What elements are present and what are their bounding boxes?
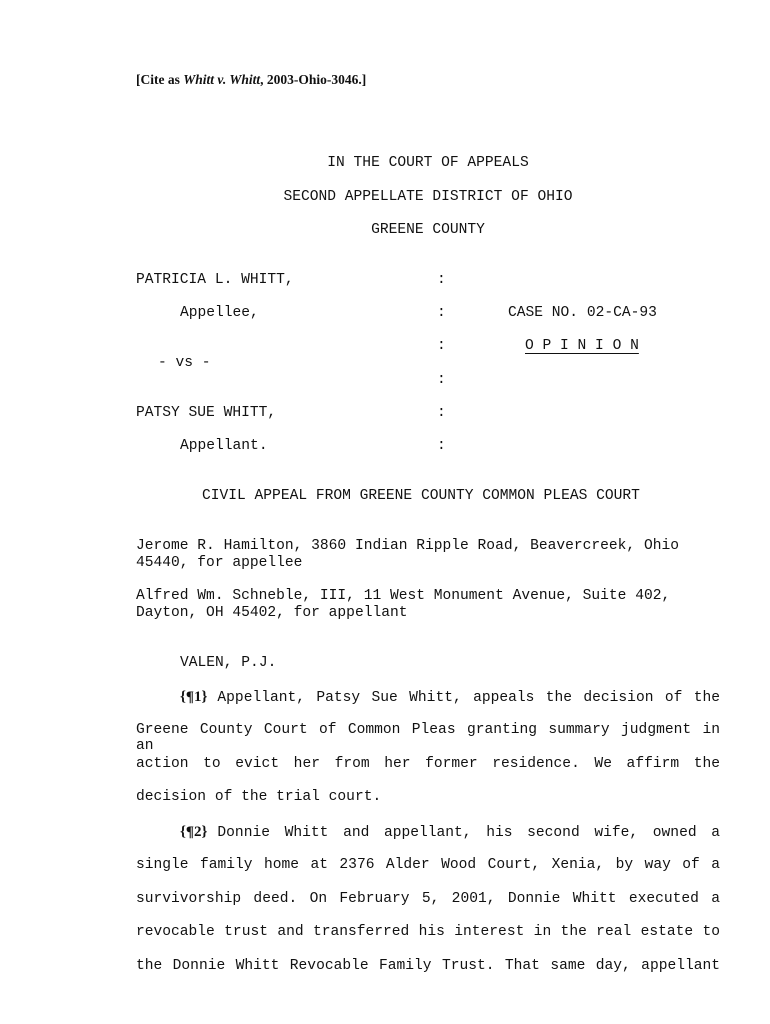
caption-colon: : — [437, 305, 446, 321]
paragraph-line: the Donnie Whitt Revocable Family Trust. That same day, appellant — [136, 958, 720, 974]
court-title: IN THE COURT OF APPEALS — [327, 155, 529, 171]
defendant-role: Appellant. — [180, 438, 268, 454]
appellant-counsel-line1: Alfred Wm. Schneble, III, 11 West Monument Avenue, Suite 402, — [136, 588, 671, 604]
caption-colon: : — [437, 338, 446, 354]
paragraph-line — [180, 824, 720, 841]
paragraph-mark: {¶2} — [180, 824, 208, 840]
caption-colon: : — [437, 372, 446, 388]
caption-colon: : — [437, 405, 446, 421]
paragraph-mark: {¶1} — [180, 689, 208, 705]
citation-prefix: [Cite as — [136, 72, 184, 87]
paragraph-line: decision of the trial court. — [136, 789, 382, 805]
paragraph-line-text: Donnie Whitt and appellant, his second wife, owned a — [217, 825, 720, 841]
appellant-counsel-line2: Dayton, OH 45402, for appellant — [136, 605, 408, 621]
paragraph-line: action to evict her from her former residence. We affirm the — [136, 756, 720, 772]
citation — [136, 72, 366, 88]
court-county: GREENE COUNTY — [371, 222, 485, 238]
citation-case-name: Whitt v. Whitt — [183, 72, 261, 87]
plaintiff-name: PATRICIA L. WHITT, — [136, 272, 294, 288]
paragraph-line — [180, 689, 720, 706]
paragraph-line: revocable trust and transferred his interest in the real estate to — [136, 924, 720, 940]
plaintiff-role: Appellee, — [180, 305, 259, 321]
case-number: CASE NO. 02-CA-93 — [508, 305, 657, 321]
versus: - vs - — [158, 355, 211, 371]
paragraph-line: single family home at 2376 Alder Wood Court, Xenia, by way of a — [136, 857, 720, 873]
paragraph-line: Greene County Court of Common Pleas granting summary judgment in an — [136, 722, 720, 754]
appellee-counsel-line2: 45440, for appellee — [136, 555, 303, 571]
judge-name: VALEN, P.J. — [180, 655, 277, 671]
citation-suffix: , 2003-Ohio-3046.] — [260, 72, 367, 87]
defendant-name: PATSY SUE WHITT, — [136, 405, 277, 421]
appellee-counsel-line1: Jerome R. Hamilton, 3860 Indian Ripple Road, Beavercreek, Ohio — [136, 538, 679, 554]
caption-colon: : — [437, 272, 446, 288]
court-district: SECOND APPELLATE DISTRICT OF OHIO — [283, 189, 573, 205]
appeal-from: CIVIL APPEAL FROM GREENE COUNTY COMMON PLEAS COURT — [202, 488, 640, 504]
caption-colon: : — [437, 438, 446, 454]
paragraph-line-text: Appellant, Patsy Sue Whitt, appeals the decision of the — [217, 690, 720, 706]
opinion-heading: O P I N I O N — [525, 338, 639, 354]
paragraph-line: survivorship deed. On February 5, 2001, Donnie Whitt executed a — [136, 891, 720, 907]
